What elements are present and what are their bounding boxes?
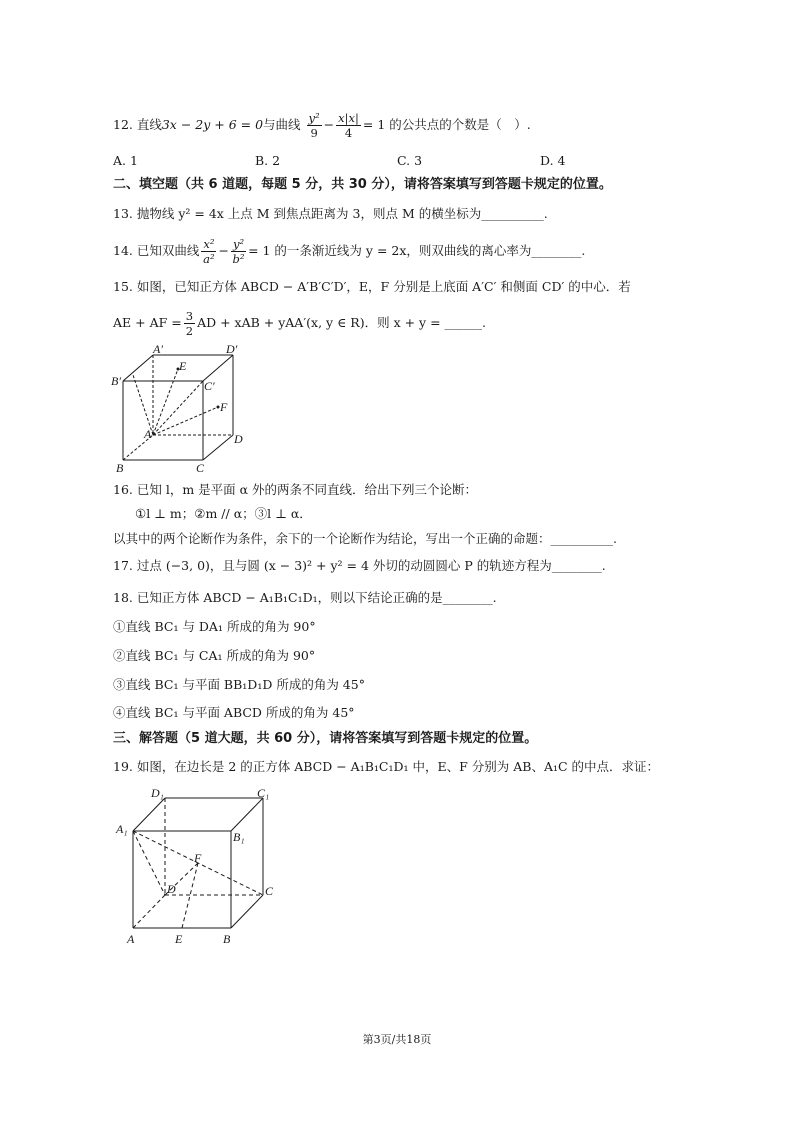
q12-choice-b: B. 2 bbox=[255, 153, 281, 168]
label-a1: A₁ bbox=[116, 822, 128, 836]
q18-option-1: ①直线 BC₁ 与 DA₁ 所成的角为 90° bbox=[113, 619, 316, 634]
label-d: D bbox=[234, 432, 243, 446]
q15-cube-figure bbox=[108, 345, 258, 475]
label-f: F bbox=[194, 851, 202, 865]
q17-stem: 17. 过点 (−3, 0)，且与圆 (x − 3)² + y² = 4 外切的动圆圆心 P 的轨迹方程为________. bbox=[113, 558, 606, 573]
q15-line-2: AE + AF = $\frac{3}{2}$ AD + xAB + yAA′(x, y ∈ R)．则 x + y = ______. bbox=[113, 309, 486, 338]
label-c1: C₁ bbox=[257, 786, 270, 800]
label-e: E bbox=[179, 359, 187, 373]
label-b: B bbox=[116, 461, 124, 475]
label-c: C bbox=[196, 461, 205, 475]
q14-stem: 14. 已知双曲线 $\frac{\text{x²}}{\text{a²}}$ − $\frac{\text{y²}}{\text{b²}}$ = 1 的一条渐近线为 y = 2x，则双曲线的离心率为________. bbox=[113, 237, 586, 266]
label-f: F bbox=[220, 400, 228, 414]
q14-fraction-2: $\frac{\text{y²}}{\text{b²}}$ bbox=[232, 237, 245, 266]
q16-line-3: 以其中的两个论断作为条件，余下的一个论断作为结论，写出一个正确的命题：__________. bbox=[113, 531, 617, 546]
q14-fraction-1: $\frac{\text{x²}}{\text{a²}}$ bbox=[203, 237, 215, 266]
label-b: B bbox=[223, 932, 231, 946]
q18-stem: 18. 已知正方体 ABCD − A₁B₁C₁D₁，则以下结论正确的是________. bbox=[113, 590, 497, 605]
q18-option-4: ④直线 BC₁ 与平面 ABCD 所成的角为 45° bbox=[113, 705, 355, 720]
q12-choice-a: A. 1 bbox=[113, 153, 138, 168]
label-e: E bbox=[175, 932, 183, 946]
label-c: C bbox=[265, 884, 274, 898]
q13-stem: 13. 抛物线 y² = 4x 上点 M 到焦点距离为 3，则点 M 的横坐标为__________. bbox=[113, 206, 548, 221]
label-b-prime: B′ bbox=[111, 374, 121, 388]
q15-line-1: 15. 如图，已知正方体 ABCD − A′B′C′D′，E，F 分别是上底面 A′C′ 和侧面 CD′ 的中心．若 bbox=[113, 279, 631, 294]
label-d-prime: D′ bbox=[226, 345, 238, 356]
q12-choice-c: C. 3 bbox=[397, 153, 423, 168]
q18-option-3: ③直线 BC₁ 与平面 BB₁D₁D 所成的角为 45° bbox=[113, 677, 365, 692]
q12-stem: 12. 直线3x − 2y + 6 = 0与曲线 $\frac{\text{y²}}{9}$ − $\frac{x|x|}{4}$ = 1 的公共点的个数是（ ）. bbox=[113, 111, 531, 140]
q16-line-2: ①l ⊥ m；②m // α；③l ⊥ α． bbox=[135, 506, 312, 521]
q15-fraction: $\frac{3}{2}$ bbox=[185, 309, 194, 338]
label-a-prime: A′ bbox=[153, 345, 163, 356]
q12-fraction-1: $\frac{\text{y²}}{9}$ bbox=[308, 111, 320, 140]
q18-option-2: ②直线 BC₁ 与 CA₁ 所成的角为 90° bbox=[113, 648, 316, 663]
label-d: D bbox=[167, 882, 176, 896]
q19-cube-figure bbox=[113, 783, 283, 948]
label-d1: D₁ bbox=[151, 786, 164, 800]
q12-choice-d: D. 4 bbox=[540, 153, 566, 168]
page-footer: 第3页/共18页 bbox=[362, 1033, 432, 1046]
label-b1: B₁ bbox=[233, 830, 245, 844]
q12-fraction-2: $\frac{x|x|}{4}$ bbox=[338, 111, 359, 140]
label-a: A bbox=[144, 427, 152, 441]
q19-stem: 19. 如图，在边长是 2 的正方体 ABCD − A₁B₁C₁D₁ 中，E、F 分别为 AB、A₁C 的中点．求证： bbox=[113, 759, 660, 774]
label-c-prime: C′ bbox=[204, 379, 215, 393]
q16-line-1: 16. 已知 l，m 是平面 α 外的两条不同直线．给出下列三个论断： bbox=[113, 482, 478, 497]
label-a: A bbox=[127, 932, 135, 946]
section-3-heading: 三、解答题（5 道大题，共 60 分），请将答案填写到答题卡规定的位置。 bbox=[113, 731, 538, 746]
section-2-heading: 二、填空题（共 6 道题，每题 5 分，共 30 分），请将答案填写到答题卡规定的位置。 bbox=[113, 177, 612, 192]
